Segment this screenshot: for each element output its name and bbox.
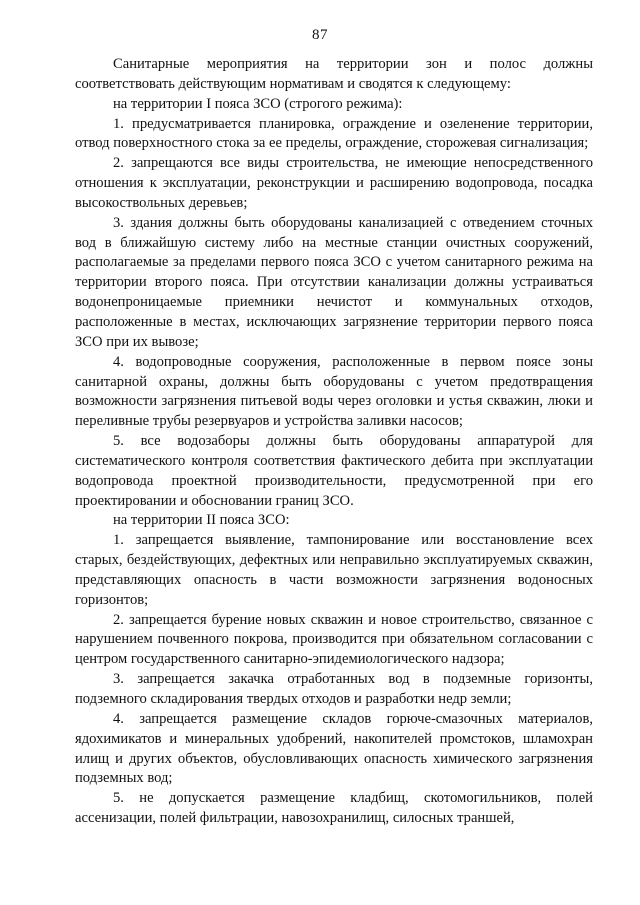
zone-2-item-3: 3. запрещается закачка отработанных вод в подземные горизонты, подземного складирования твердых отходов и разработки недр земли; xyxy=(75,671,593,707)
zone-2-item-1: 1. запрещается выявление, тампонирование или восстановление всех старых, бездействующих, дефектных или неправильно эксплуатируемых скважин, представляющих опасность в части возможности загрязнения водоносных горизонтов; xyxy=(75,532,593,608)
zone-1-item-2: 2. запрещаются все виды строительства, не имеющие непосредственного отношения к эксплуатации, реконструкции и расширению водопровода, посадка высокоствольных деревьев; xyxy=(75,155,593,211)
zone-1-heading: на территории I пояса ЗСО (строгого режима): xyxy=(113,95,403,112)
zone-2-item-4: 4. запрещается размещение складов горюче-смазочных материалов, ядохимикатов и минеральных удобрений, накопителей промстоков, шламохран илищ и других объектов, обусловливающих опасность химического загрязнения подземных вод; xyxy=(75,710,593,787)
zone-1-item-3: 3. здания должны быть оборудованы канализацией с отведением сточных вод в ближайшую систему либо на местные станции очистных сооружений, располагаемые за пределами первого пояса ЗСО с учетом санитарного режима на территории второго пояса. При отсутствии канализации должны устраиваться водонепроницаемые приемники нечистот и коммунальных отходов, расположенные в местах, исключающих загрязнение территории первого пояса ЗСО при их вывозе; xyxy=(75,214,593,350)
zone-2-item-5: 5. не допускается размещение кладбищ, скотомогильников, полей ассенизации, полей фильтрации, навозохранилищ, силосных траншей, xyxy=(75,790,593,827)
page-number: 87 xyxy=(312,27,328,43)
zone-2-heading: на территории II пояса ЗСО: xyxy=(113,512,290,529)
zone-1-item-1: 1. предусматривается планировка, ограждение и озеленение территории, отвод поверхностного стока за ее пределы, ограждение, сторожевая сигнализация; xyxy=(75,115,593,152)
zone-2-item-2: 2. запрещается бурение новых скважин и новое строительство, связанное с нарушением почвенного покрова, производится при обязательном согласовании с центром государственного санитарно-эпидемиологического надзора; xyxy=(75,611,593,668)
zone-1-item-4: 4. водопроводные сооружения, расположенные в первом поясе зоны санитарной охраны, должны быть оборудованы с учетом предотвращения возможности загрязнения питьевой воды через оголовки и устья скважин, люки и переливные трубы резервуаров и устройства заливки насосов; xyxy=(75,353,593,430)
document-body xyxy=(75,55,593,829)
intro-paragraph: Санитарные мероприятия на территории зон и полос должны соответствовать действующим нормативам и сводятся к следующему: xyxy=(75,56,593,92)
zone-1-item-5: 5. все водозаборы должны быть оборудованы аппаратурой для систематического контроля соответствия фактического дебита при эксплуатации водопровода проектной производительности, предусмотренной при его проектировании и обосновании границ ЗСО. xyxy=(75,433,593,509)
